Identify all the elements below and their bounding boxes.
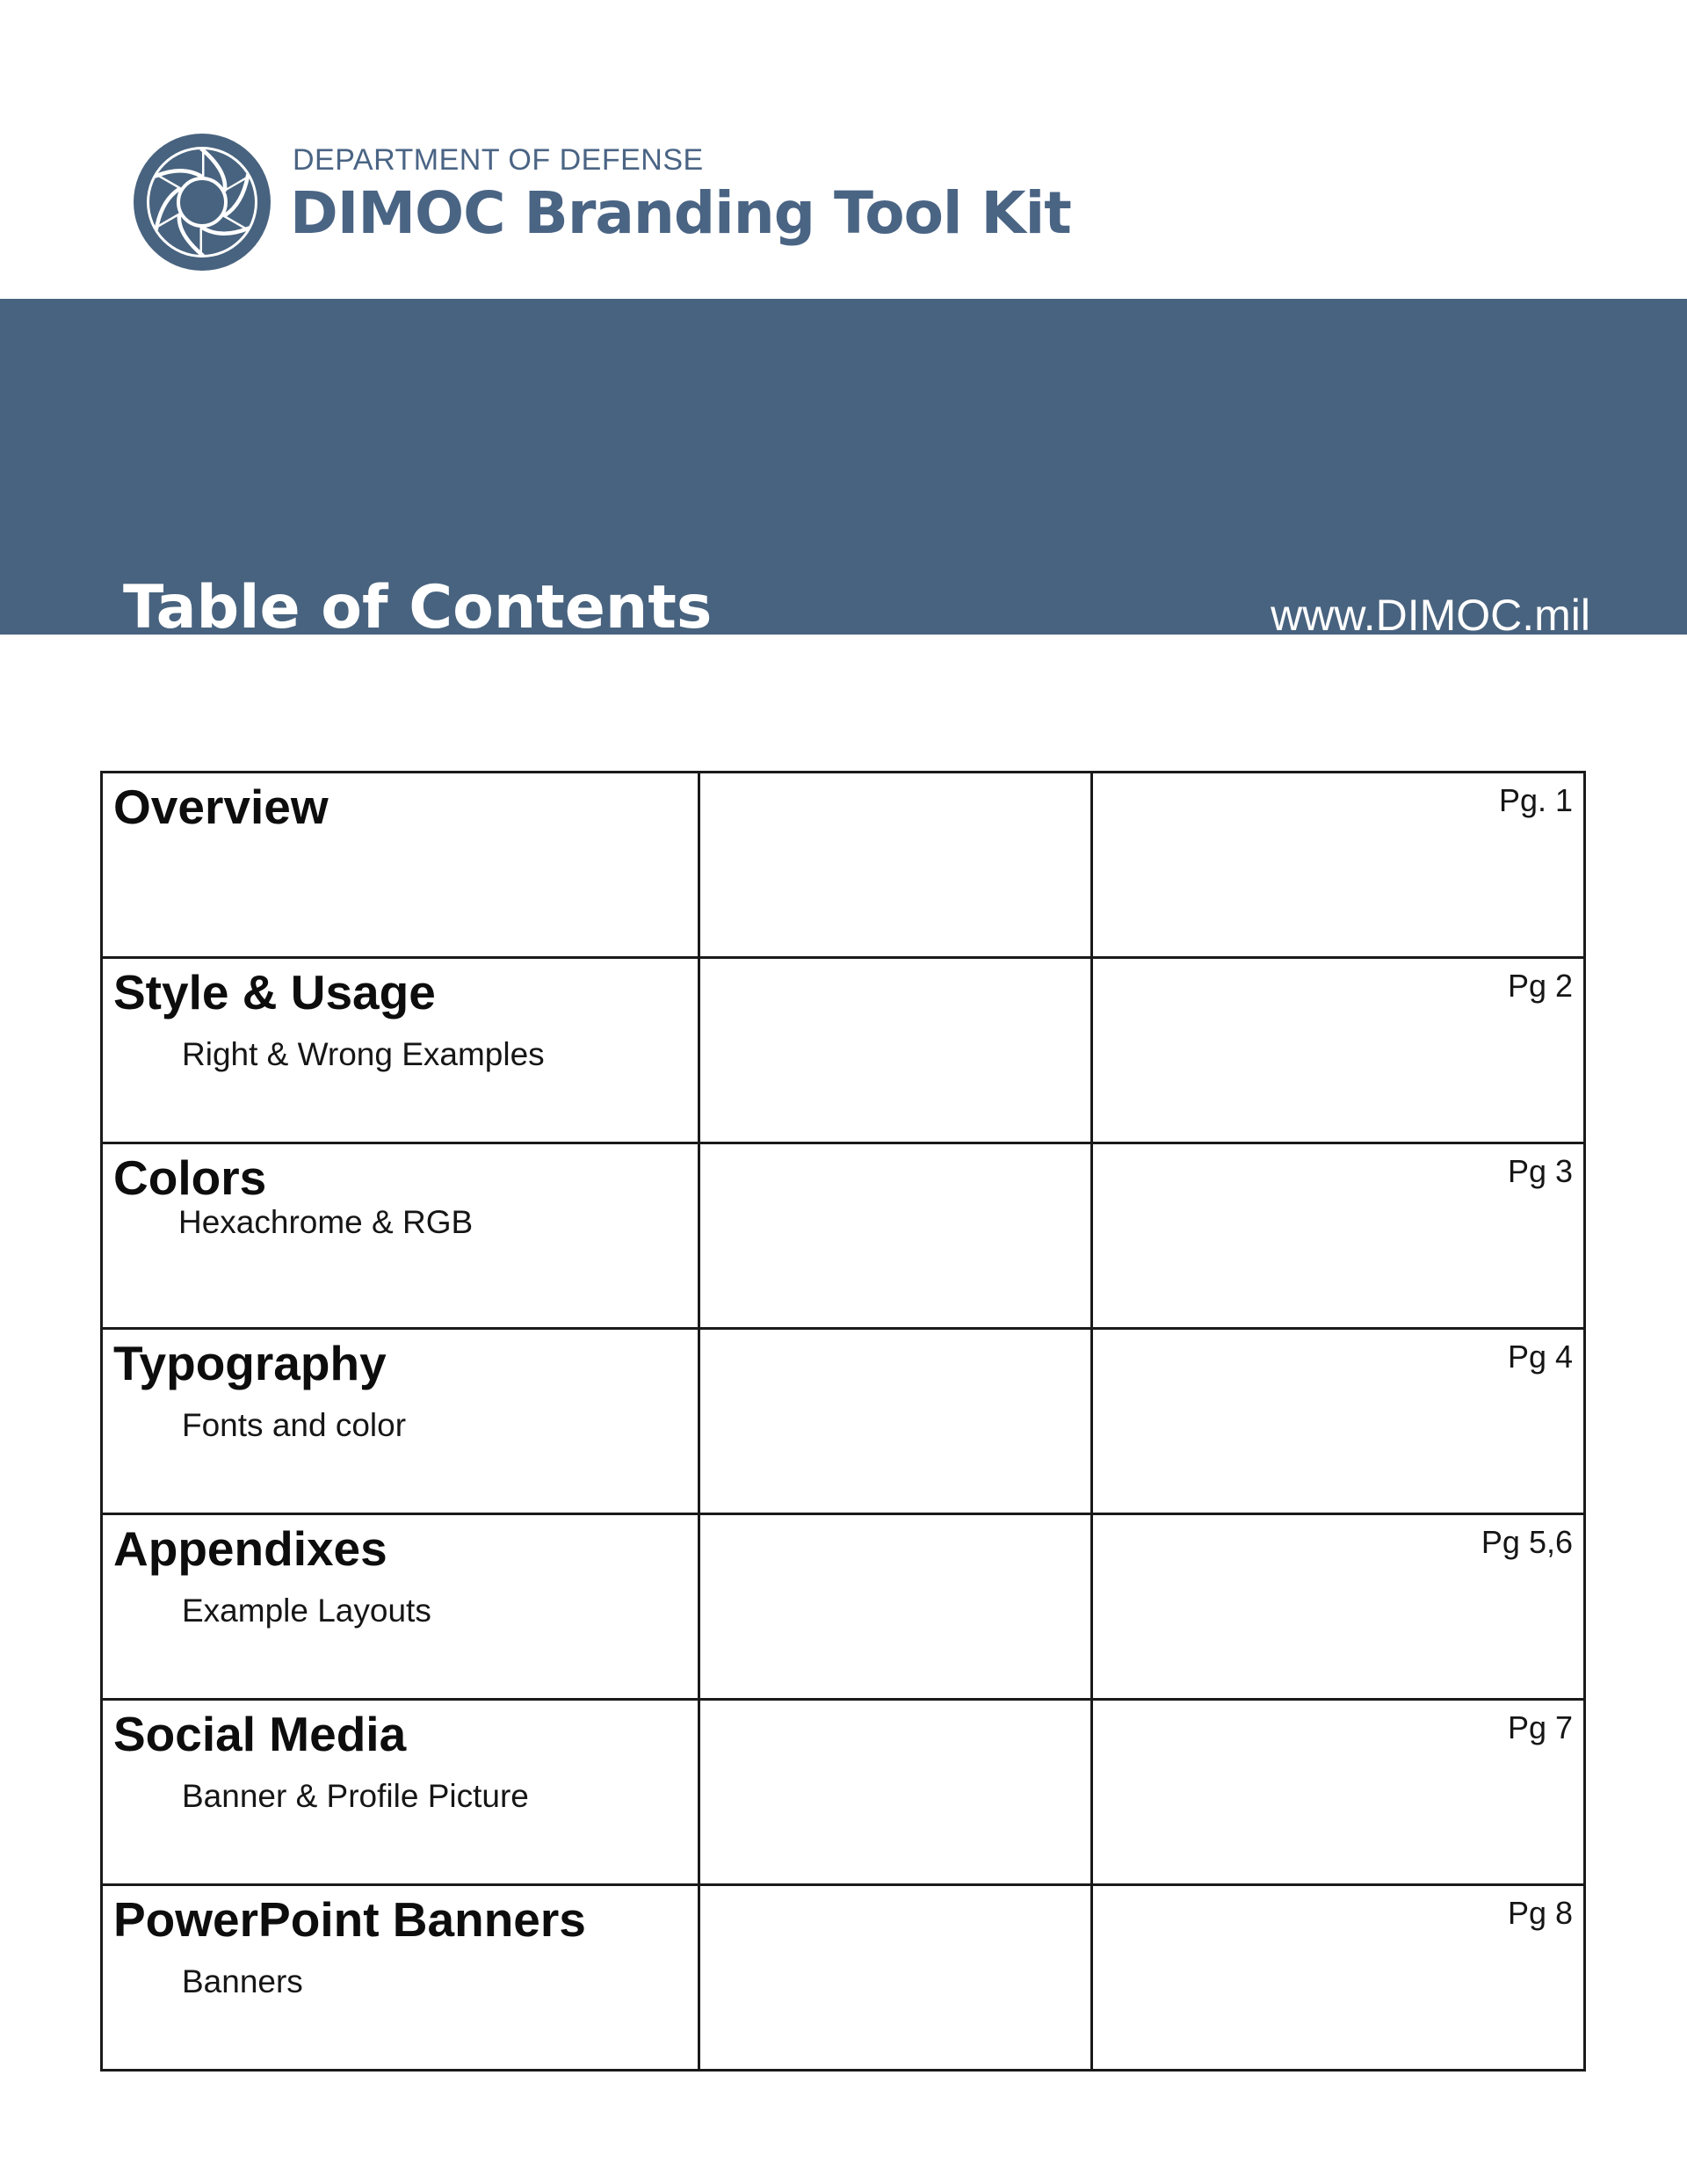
section-subtitle: Hexachrome & RGB xyxy=(178,1203,474,1240)
toc-row-appendixes xyxy=(102,1514,1585,1700)
document-header xyxy=(0,0,1687,299)
document-title: DIMOC Branding Tool Kit xyxy=(290,179,1071,247)
toc-empty-cell xyxy=(699,1329,1092,1514)
page-number: Pg 8 xyxy=(1507,1895,1573,1931)
section-title: Typography xyxy=(113,1336,387,1390)
toc-page-cell xyxy=(1092,1514,1585,1700)
page-number: Pg 5,6 xyxy=(1481,1524,1573,1560)
toc-page-cell xyxy=(1092,958,1585,1143)
toc-entry-cell xyxy=(102,1700,699,1885)
toc-entry-cell xyxy=(102,958,699,1143)
department-label: DEPARTMENT OF DEFENSE xyxy=(293,143,704,177)
section-title: Colors xyxy=(113,1150,267,1205)
aperture-seal-icon xyxy=(132,132,272,272)
toc-empty-cell xyxy=(699,958,1092,1143)
toc-empty-cell xyxy=(699,773,1092,958)
toc-entry-cell xyxy=(102,773,699,958)
section-title: Overview xyxy=(113,780,329,834)
section-subtitle: Banner & Profile Picture xyxy=(182,1777,529,1814)
section-title: Appendixes xyxy=(113,1521,387,1576)
section-subtitle: Example Layouts xyxy=(182,1592,431,1629)
section-subtitle: Banners xyxy=(182,1963,303,1999)
section-title: PowerPoint Banners xyxy=(113,1892,586,1947)
page-number: Pg 2 xyxy=(1507,968,1573,1004)
toc-page-cell xyxy=(1092,773,1585,958)
toc-row-powerpoint-banners xyxy=(102,1885,1585,2071)
toc-row-colors xyxy=(102,1143,1585,1329)
toc-page-cell xyxy=(1092,1143,1585,1329)
page-number: Pg 3 xyxy=(1507,1153,1573,1189)
toc-row-social-media xyxy=(102,1700,1585,1885)
toc-page-cell xyxy=(1092,1700,1585,1885)
toc-heading: Table of Contents xyxy=(123,573,713,635)
toc-table xyxy=(100,771,1586,2072)
toc-page-cell xyxy=(1092,1329,1585,1514)
toc-empty-cell xyxy=(699,1700,1092,1885)
toc-row-typography xyxy=(102,1329,1585,1514)
toc-entry-cell xyxy=(102,1885,699,2071)
toc-row-overview xyxy=(102,773,1585,958)
toc-row-style-usage xyxy=(102,958,1585,1143)
section-subtitle: Right & Wrong Examples xyxy=(182,1035,545,1072)
section-title: Style & Usage xyxy=(113,965,436,1019)
title-banner xyxy=(0,299,1687,635)
website-url: www.DIMOC.mil xyxy=(1271,591,1590,635)
section-subtitle: Fonts and color xyxy=(182,1406,407,1443)
page-number: Pg 7 xyxy=(1507,1709,1573,1745)
toc-empty-cell xyxy=(699,1514,1092,1700)
page-number: Pg. 1 xyxy=(1498,782,1573,818)
toc-entry-cell xyxy=(102,1143,699,1329)
toc-entry-cell xyxy=(102,1514,699,1700)
toc-page-cell xyxy=(1092,1885,1585,2071)
toc-entry-cell xyxy=(102,1329,699,1514)
toc-empty-cell xyxy=(699,1885,1092,2071)
toc-empty-cell xyxy=(699,1143,1092,1329)
section-title: Social Media xyxy=(113,1707,407,1761)
page-number: Pg 4 xyxy=(1507,1339,1573,1375)
